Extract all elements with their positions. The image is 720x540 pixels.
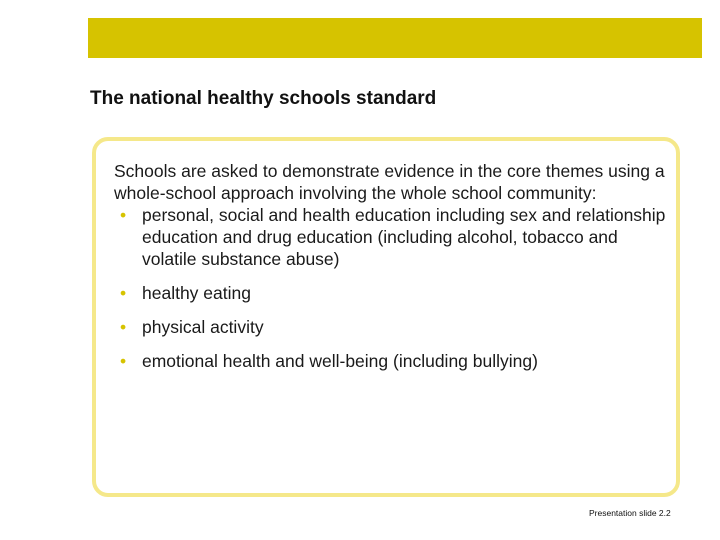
list-item (114, 282, 674, 304)
body-text (114, 160, 674, 372)
list-item (114, 350, 674, 372)
bullet-icon: • (120, 317, 127, 337)
slide-title: The national healthy schools standard (90, 88, 437, 109)
bullet-icon: • (120, 205, 127, 225)
slide-footer-label: Presentation slide 2.2 (589, 508, 671, 518)
list-item-text: personal, social and health education including sex and relationship education and drug education (including alcohol, tobacco and volatile substance abuse) (142, 205, 666, 269)
content-box (92, 137, 680, 497)
list-item-text: physical activity (142, 317, 264, 337)
bullet-list (114, 204, 674, 372)
bullet-icon: • (120, 283, 127, 303)
list-item (114, 204, 674, 270)
header-accent-bar (88, 18, 702, 58)
intro-paragraph: Schools are asked to demonstrate evidence in the core themes using a whole-school approach involving the whole school community: (114, 161, 665, 203)
bullet-icon: • (120, 351, 127, 371)
list-item-text: healthy eating (142, 283, 251, 303)
list-item (114, 316, 674, 338)
list-item-text: emotional health and well-being (including bullying) (142, 351, 538, 371)
